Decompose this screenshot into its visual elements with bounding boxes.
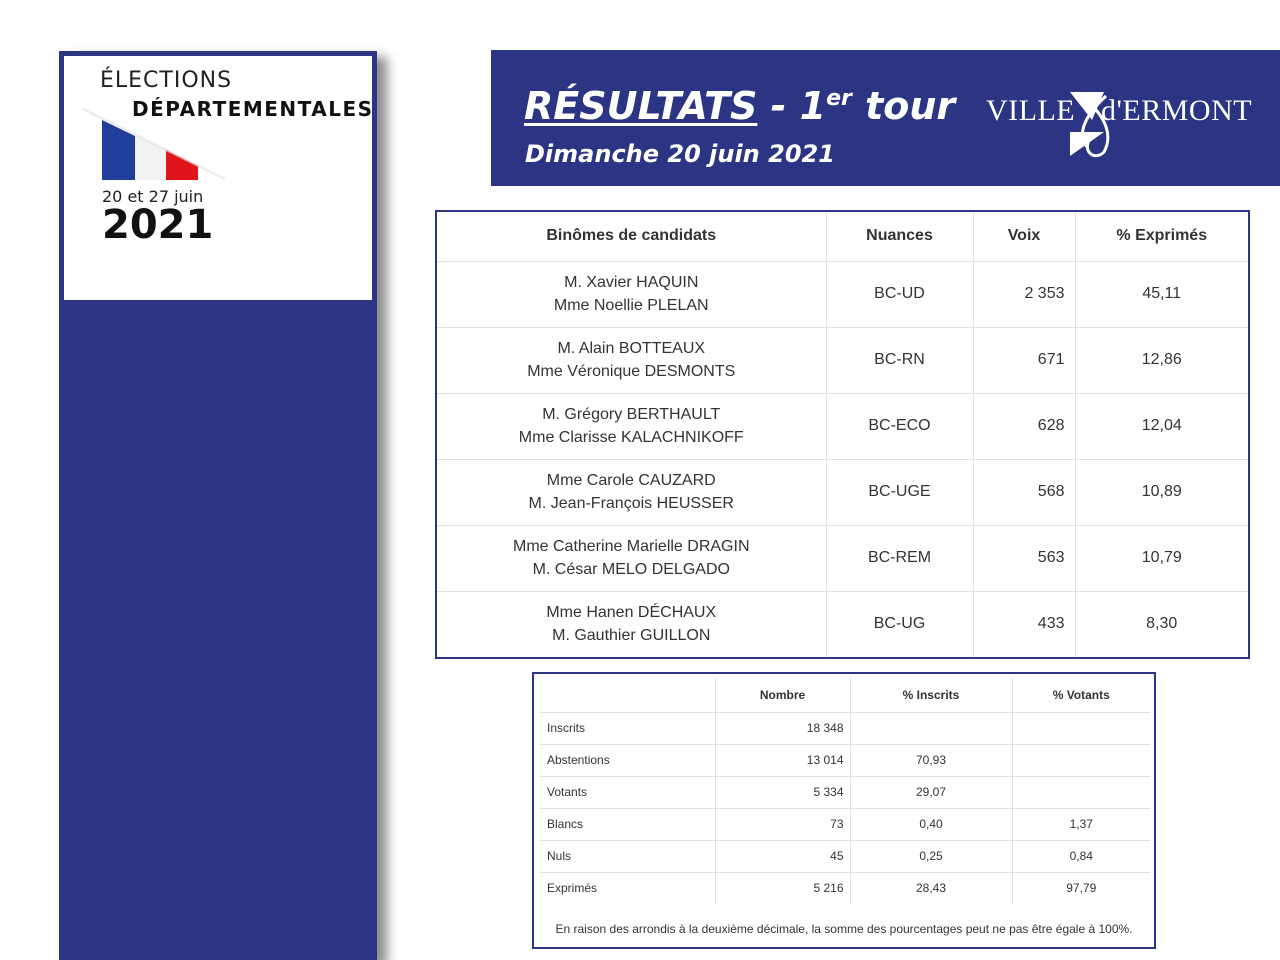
page-title — [524, 84, 955, 128]
rounding-note: En raison des arrondis à la deuxième décimale, la somme des pourcentages peut ne pas être égale à 100%. — [555, 922, 1133, 936]
candidate-2: Mme Véronique DESMONTS — [527, 363, 736, 380]
candidate-pair — [437, 393, 826, 459]
inscrits-cell: 0,40 — [850, 808, 1012, 840]
nuance-cell: BC-ECO — [826, 393, 973, 459]
candidate-1: Mme Carole CAUZARD — [546, 472, 716, 489]
candidate-1: Mme Hanen DÉCHAUX — [546, 604, 717, 622]
inscrits-cell: 29,07 — [850, 776, 1012, 808]
inscrits-cell — [850, 712, 1012, 744]
nombre-cell: 18 348 — [715, 712, 850, 744]
row-label: Nuls — [540, 840, 715, 872]
inscrits-cell: 70,93 — [850, 744, 1012, 776]
logo-dates: 20 et 27 juin — [102, 187, 204, 206]
title-sup: er — [826, 86, 852, 111]
table-row — [540, 712, 1150, 744]
nombre-cell: 5 216 — [715, 872, 850, 904]
pct-cell: 12,86 — [1075, 327, 1248, 393]
logo-line1: ÉLECTIONS — [100, 68, 233, 93]
title-main: RÉSULTATS — [524, 84, 758, 128]
candidate-2: M. Gauthier GUILLON — [552, 627, 711, 645]
table-row — [437, 327, 1248, 393]
candidate-pair — [437, 459, 826, 525]
table-row — [437, 525, 1248, 591]
participation-table — [532, 672, 1156, 949]
city-logo-right: d'ERMONT — [1101, 94, 1253, 127]
col-header-voix: Voix — [973, 212, 1075, 261]
elections-logo — [64, 56, 372, 300]
table-row — [437, 459, 1248, 525]
table-row — [540, 744, 1150, 776]
nuance-cell: BC-UGE — [826, 459, 973, 525]
table-row — [437, 591, 1248, 657]
results-header-row — [437, 212, 1248, 261]
candidate-1: M. Xavier HAQUIN — [564, 274, 699, 291]
votants-cell — [1012, 744, 1150, 776]
nombre-cell: 5 334 — [715, 776, 850, 808]
candidate-pair — [437, 525, 826, 591]
city-logo-left: VILLE — [986, 94, 1076, 127]
pct-cell: 45,11 — [1075, 261, 1248, 327]
row-label: Votants — [540, 776, 715, 808]
col-header-exprimes: % Exprimés — [1075, 212, 1248, 261]
logo-line2: DÉPARTEMENTALES — [132, 97, 374, 121]
table-row — [540, 808, 1150, 840]
votants-cell: 97,79 — [1012, 872, 1150, 904]
participation-header-row — [540, 678, 1150, 712]
row-label: Blancs — [540, 808, 715, 840]
nombre-cell: 45 — [715, 840, 850, 872]
votants-cell — [1012, 776, 1150, 808]
votants-cell: 0,84 — [1012, 840, 1150, 872]
voix-cell: 563 — [973, 525, 1075, 591]
candidate-2: M. César MELO DELGADO — [532, 561, 730, 578]
votants-cell — [1012, 712, 1150, 744]
title-sep: - 1 — [757, 84, 827, 128]
table-row — [540, 840, 1150, 872]
candidate-pair — [437, 261, 826, 327]
voix-cell: 568 — [973, 459, 1075, 525]
votants-cell: 1,37 — [1012, 808, 1150, 840]
col-header-votants: % Votants — [1052, 687, 1110, 702]
candidate-2: Mme Clarisse KALACHNIKOFF — [518, 429, 744, 446]
nuance-cell: BC-RN — [826, 327, 973, 393]
logo-year: 2021 — [102, 202, 214, 248]
table-row — [437, 261, 1248, 327]
title-end: tour — [851, 84, 956, 128]
candidate-1: Mme Catherine Marielle DRAGIN — [512, 538, 750, 555]
pct-cell: 10,89 — [1075, 459, 1248, 525]
voix-cell: 671 — [973, 327, 1075, 393]
row-label: Abstentions — [540, 744, 715, 776]
nuance-cell: BC-UG — [826, 591, 973, 657]
pct-cell: 8,30 — [1075, 591, 1248, 657]
results-table — [435, 210, 1250, 659]
col-header-nuances: Nuances — [826, 212, 973, 261]
col-header-inscrits: % Inscrits — [850, 678, 1012, 712]
nombre-cell: 13 014 — [715, 744, 850, 776]
col-header-nombre: Nombre — [715, 678, 850, 712]
inscrits-cell: 0,25 — [850, 840, 1012, 872]
pct-cell: 10,79 — [1075, 525, 1248, 591]
candidate-1: M. Alain BOTTEAUX — [557, 340, 706, 357]
candidate-pair — [437, 327, 826, 393]
voix-cell: 628 — [973, 393, 1075, 459]
page-subtitle: Dimanche 20 juin 2021 — [525, 140, 835, 168]
row-label: Inscrits — [540, 712, 715, 744]
col-header-candidates: Binômes de candidats — [437, 212, 826, 261]
nuance-cell: BC-REM — [826, 525, 973, 591]
table-row — [437, 393, 1248, 459]
voix-cell: 433 — [973, 591, 1075, 657]
voix-cell: 2 353 — [973, 261, 1075, 327]
candidate-2: Mme Noellie PLELAN — [553, 297, 709, 314]
header-band — [491, 50, 1280, 186]
row-label: Exprimés — [540, 872, 715, 904]
city-logo — [986, 86, 1253, 166]
candidate-1: M. Grégory BERTHAULT — [542, 406, 721, 423]
pct-cell: 12,04 — [1075, 393, 1248, 459]
nombre-cell: 73 — [715, 808, 850, 840]
col-header-label — [540, 678, 715, 712]
candidate-2: M. Jean-François HEUSSER — [528, 495, 734, 512]
inscrits-cell: 28,43 — [850, 872, 1012, 904]
candidate-pair — [437, 591, 826, 657]
table-row — [540, 872, 1150, 904]
nuance-cell: BC-UD — [826, 261, 973, 327]
table-row — [540, 776, 1150, 808]
